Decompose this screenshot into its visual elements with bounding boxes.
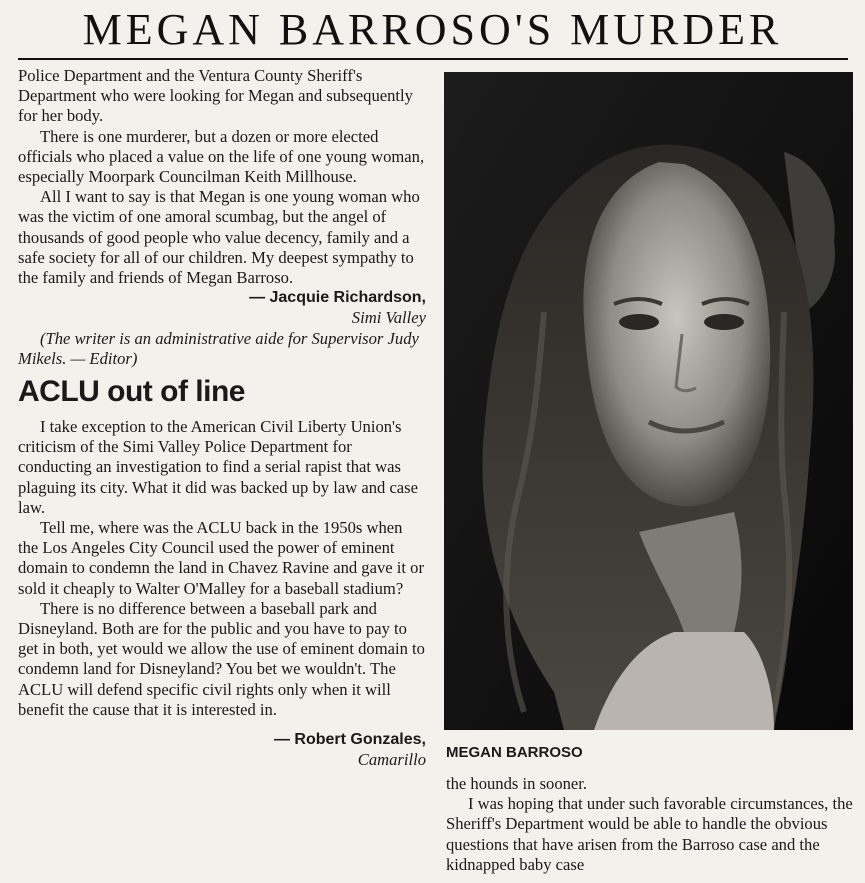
continued-column bbox=[446, 774, 856, 875]
continued-paragraph-2: I was hoping that under such favorable circumstances, the Sheriff's Department would be able to handle the obvious questions that have arisen from the Barroso case and the kidnapped baby case bbox=[446, 794, 853, 874]
letter2-paragraph-2: Tell me, where was the ACLU back in the 1950s when the Los Angeles City Council used the power of eminent domain to condemn the land in Chavez Ravine and gave it or sold it cheaply to Walter O'Malley for a baseball stadium? bbox=[18, 518, 424, 598]
letter2-title: ACLU out of line bbox=[18, 375, 245, 409]
headline-rule bbox=[18, 58, 848, 60]
letter1-paragraph-2: There is one murderer, but a dozen or more elected officials who placed a value on the life of one young woman, especially Moorpark Councilman Keith Millhouse. bbox=[18, 126, 425, 187]
editor-note: (The writer is an administrative aide for Supervisor Judy Mikels. — Editor) bbox=[18, 328, 419, 368]
letter1-signature: — Jacquie Richardson, bbox=[249, 289, 426, 307]
photo-caption: MEGAN BARROSO bbox=[446, 744, 583, 761]
portrait-photo bbox=[444, 72, 853, 730]
letter2-paragraph-1: I take exception to the American Civil Liberty Union's criticism of the Simi Valley Police Department for conducting an investigation to find a serial rapist that was plaguing its city. What it did was backed up by law and case law. bbox=[18, 417, 418, 517]
letter2-signature: — Robert Gonzales, bbox=[273, 731, 426, 749]
letter1-paragraph-3: All I want to say is that Megan is one young woman who was the victim of one amoral scumbag, but the angel of thousands of good people who value decency, family and a safe society for all of our children. My deepest sympathy to the family and friends of Megan Barroso. bbox=[18, 187, 420, 288]
continued-paragraph-1: the hounds in sooner. bbox=[446, 774, 588, 793]
letter1-place: Simi Valley bbox=[351, 308, 426, 328]
page-headline: MEGAN BARROSO'S MURDER bbox=[82, 5, 783, 54]
letter2-paragraph-3: There is no difference between a baseball park and Disneyland. Both are for the public and you have to pay to get in both, yet would we allow the use of eminent domain to condemn land for Disneyland? You bet we wouldn't. The ACLU will defend specific civil rights only when it will benefit the cause that it is interested in. bbox=[18, 598, 425, 719]
letter1-paragraph-1: Police Department and the Ventura County Sheriff's Department who were looking for Megan and subsequently for her body. bbox=[18, 66, 413, 126]
letters-column bbox=[18, 66, 426, 771]
letter2-place: Camarillo bbox=[357, 750, 426, 770]
portrait-image bbox=[444, 72, 853, 730]
